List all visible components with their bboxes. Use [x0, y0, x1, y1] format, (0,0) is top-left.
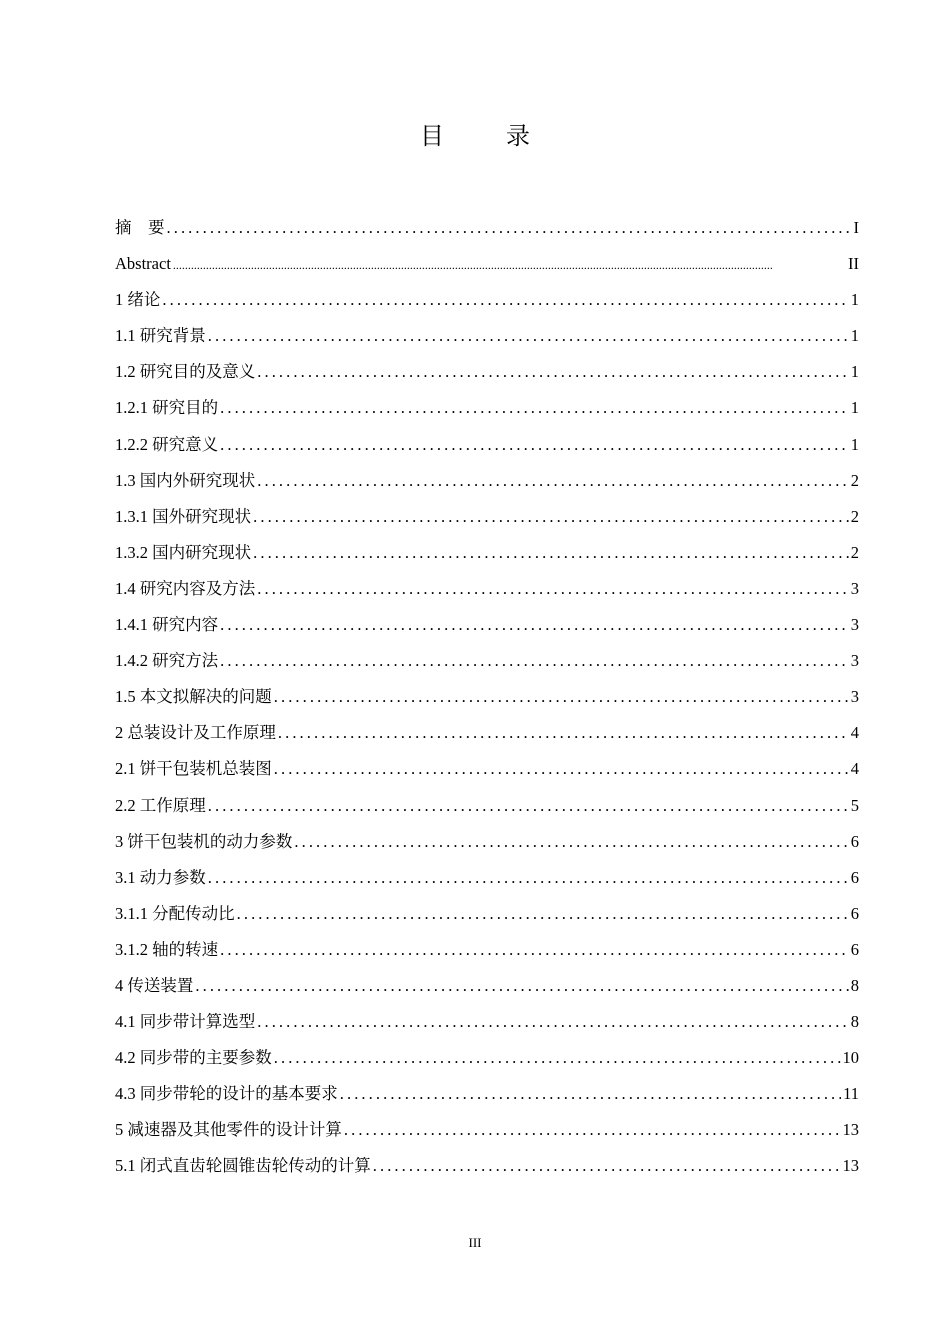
toc-entry[interactable]	[115, 210, 859, 246]
toc-entry-label: 4.2 同步带的主要参数	[115, 1048, 272, 1068]
toc-entry-page-number: 3	[850, 687, 859, 707]
toc-entry-label: 4.3 同步带轮的设计的基本要求	[115, 1084, 338, 1104]
toc-dot-leader	[162, 282, 848, 318]
toc-dot-leader	[253, 499, 849, 535]
toc-dot-leader	[195, 968, 848, 1004]
toc-entry-label: 1.3.1 国外研究现状	[115, 506, 252, 526]
toc-entry-label: 1.2.1 研究目的	[115, 398, 219, 418]
toc-entry-page-number: 2	[850, 542, 859, 562]
toc-entry-label: 1.4 研究内容及方法	[115, 578, 256, 598]
toc-entry-page-number: 10	[842, 1048, 859, 1068]
page-title: 目 录	[420, 124, 558, 150]
toc-dot-leader	[253, 535, 849, 571]
toc-entry-label: 2.2 工作原理	[115, 795, 206, 815]
toc-entry-page-number: 4	[850, 759, 859, 779]
toc-entry-page-number: 2	[850, 506, 859, 526]
toc-dot-leader	[208, 318, 849, 354]
toc-dot-leader	[344, 1112, 841, 1148]
toc-entry[interactable]	[115, 715, 859, 751]
toc-entry[interactable]	[115, 354, 859, 390]
toc-entry[interactable]	[115, 788, 859, 824]
toc-entry[interactable]	[115, 968, 859, 1004]
toc-entry[interactable]	[115, 1004, 859, 1040]
toc-dot-leader	[257, 354, 849, 390]
toc-dot-leader	[173, 247, 846, 283]
toc-entry-page-number: 13	[842, 1120, 859, 1140]
toc-entry-label: 5 减速器及其他零件的设计计算	[115, 1120, 342, 1140]
toc-entry-page-number: 3	[850, 651, 859, 671]
toc-dot-leader	[257, 463, 849, 499]
toc-entry-page-number: 6	[850, 867, 859, 887]
toc-entry-label: 1.5 本文拟解决的问题	[115, 687, 272, 707]
toc-entry-label: 1.4.1 研究内容	[115, 615, 219, 635]
toc-dot-leader	[167, 210, 852, 246]
toc-entry[interactable]	[115, 571, 859, 607]
toc-entry-page-number: 8	[850, 1012, 859, 1032]
toc-entry-label: 4.1 同步带计算选型	[115, 1012, 256, 1032]
toc-entry-label: 4 传送装置	[115, 975, 194, 995]
toc-dot-leader	[220, 390, 849, 426]
toc-entry-label: 1.4.2 研究方法	[115, 651, 219, 671]
toc-entry-label: 1 绪论	[115, 290, 161, 310]
toc-entry-page-number: 6	[850, 903, 859, 923]
toc-entry[interactable]	[115, 1112, 859, 1148]
toc-dot-leader	[208, 860, 849, 896]
toc-entry-page-number: 1	[850, 362, 859, 382]
toc-entry[interactable]	[115, 932, 859, 968]
toc-entry-page-number: 4	[850, 723, 859, 743]
page-number: III	[468, 1235, 482, 1250]
toc-dot-leader	[257, 1004, 849, 1040]
toc-entry-page-number: 13	[842, 1156, 859, 1176]
toc-entry-page-number: 8	[850, 975, 859, 995]
toc-entry-page-number: 5	[850, 795, 859, 815]
table-of-contents	[115, 210, 859, 1185]
toc-entry-label: 3.1 动力参数	[115, 867, 206, 887]
toc-dot-leader	[340, 1076, 841, 1112]
toc-entry-page-number: 3	[850, 615, 859, 635]
toc-dot-leader	[294, 824, 848, 860]
toc-dot-leader	[278, 715, 849, 751]
toc-entry[interactable]	[115, 1040, 859, 1076]
toc-entry[interactable]	[115, 860, 859, 896]
toc-entry-page-number: 6	[850, 939, 859, 959]
toc-entry[interactable]	[115, 390, 859, 426]
toc-dot-leader	[274, 751, 849, 787]
toc-entry[interactable]	[115, 896, 859, 932]
toc-entry[interactable]	[115, 535, 859, 571]
toc-entry-label: 1.3.2 国内研究现状	[115, 542, 252, 562]
toc-entry-page-number: 11	[843, 1084, 859, 1104]
toc-dot-leader	[257, 571, 849, 607]
toc-entry[interactable]	[115, 751, 859, 787]
toc-entry-label: 3.1.2 轴的转速	[115, 939, 219, 959]
toc-entry-label: 1.2.2 研究意义	[115, 434, 219, 454]
toc-entry[interactable]	[115, 824, 859, 860]
toc-entry-label: 3 饼干包装机的动力参数	[115, 831, 293, 851]
toc-entry-page-number: 3	[850, 578, 859, 598]
toc-entry[interactable]	[115, 282, 859, 318]
toc-dot-leader	[274, 1040, 841, 1076]
toc-entry-page-number: 1	[850, 434, 859, 454]
toc-entry[interactable]	[115, 499, 859, 535]
toc-entry-label: 5.1 闭式直齿轮圆锥齿轮传动的计算	[115, 1156, 371, 1176]
toc-entry-page-number: 1	[850, 290, 859, 310]
toc-entry[interactable]	[115, 607, 859, 643]
toc-entry-label: 1.3 国内外研究现状	[115, 470, 256, 490]
toc-entry[interactable]	[115, 318, 859, 354]
toc-dot-leader	[220, 607, 849, 643]
toc-dot-leader	[220, 427, 849, 463]
toc-entry-page-number: 6	[850, 831, 859, 851]
toc-entry[interactable]	[115, 679, 859, 715]
toc-entry[interactable]	[115, 463, 859, 499]
toc-dot-leader	[208, 788, 849, 824]
toc-entry[interactable]	[115, 246, 859, 282]
toc-entry-label: 1.1 研究背景	[115, 326, 206, 346]
toc-entry-page-number: II	[848, 254, 859, 274]
toc-entry-label: 摘 要	[115, 218, 165, 237]
toc-entry[interactable]	[115, 1148, 859, 1184]
toc-dot-leader	[220, 643, 849, 679]
toc-entry-label: 1.2 研究目的及意义	[115, 362, 256, 382]
toc-entry[interactable]	[115, 643, 859, 679]
toc-entry-label: Abstract	[115, 254, 171, 274]
toc-entry[interactable]	[115, 427, 859, 463]
toc-entry-label: 3.1.1 分配传动比	[115, 903, 235, 923]
toc-entry-label: 2.1 饼干包装机总装图	[115, 759, 272, 779]
toc-dot-leader	[373, 1148, 841, 1184]
toc-entry-label: 2 总装设计及工作原理	[115, 723, 276, 743]
toc-dot-leader	[220, 932, 849, 968]
toc-entry[interactable]	[115, 1076, 859, 1112]
toc-entry-page-number: 1	[850, 326, 859, 346]
toc-dot-leader	[237, 896, 849, 932]
toc-dot-leader	[274, 679, 849, 715]
toc-entry-page-number: 1	[850, 398, 859, 418]
toc-entry-page-number: 2	[850, 470, 859, 490]
toc-entry-page-number: I	[853, 218, 859, 237]
